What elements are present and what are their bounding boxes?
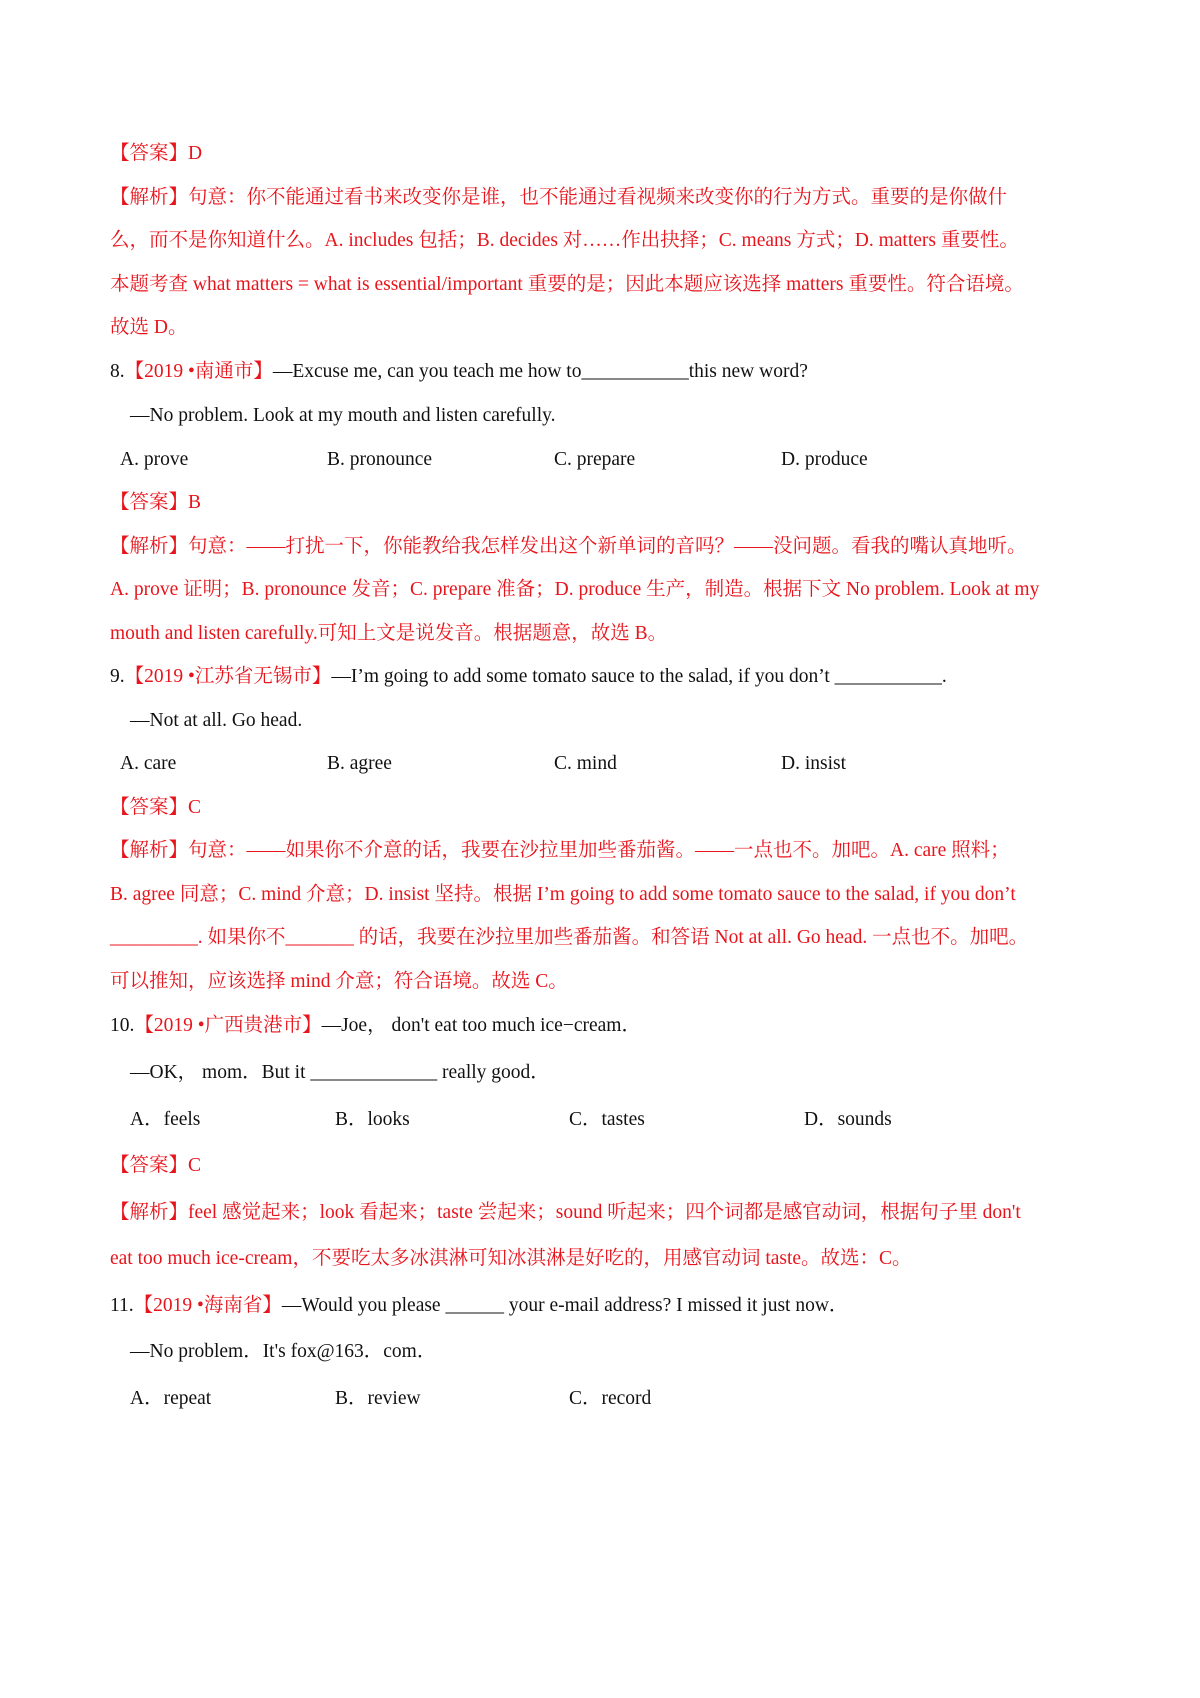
q11-option-b: B．review	[335, 1388, 421, 1409]
q9-analysis-line-3: _________. 如果你不_______ 的话，我要在沙拉里加些番茄酱。和答语 Not at all. Go head. 一点也不。加吧。	[110, 927, 1029, 948]
q10-option-a: A．feels	[130, 1109, 201, 1130]
q9-answer: 【答案】C	[110, 797, 202, 818]
q10-option-d: D．sounds	[804, 1109, 892, 1130]
q9-source: 【2019 •江苏省无锡市】	[124, 666, 332, 687]
q9-option-a: A. care	[120, 753, 177, 774]
q11-option-a: A．repeat	[130, 1388, 212, 1409]
q9-analysis-line-2: B. agree 同意；C. mind 介意；D. insist 坚持。根据 I’m going to add some tomato sauce to the salad, if you don’t	[110, 884, 1016, 905]
q9-analysis-line-4: 可以推知，应该选择 mind 介意；符合语境。故选 C。	[110, 971, 568, 992]
q8-question	[110, 359, 1100, 385]
q9-analysis-line-1: 【解析】句意：——如果你不介意的话，我要在沙拉里加些番茄酱。——一点也不。加吧。A. care 照料；	[110, 840, 1010, 861]
q7-analysis-line-1: 【解析】句意：你不能通过看书来改变你是谁，也不能通过看视频来改变你的行为方式。重要的是你做什	[110, 187, 1008, 208]
q8-option-d: D. produce	[781, 449, 868, 470]
q11-option-c: C．record	[569, 1388, 652, 1409]
q7-answer: 【答案】D	[110, 143, 203, 164]
q11-stem: —Would you please ______ your e-mail address? I missed it just now．	[281, 1295, 849, 1316]
q11-source: 【2019 •海南省】	[133, 1295, 282, 1316]
q9-question	[110, 664, 1100, 690]
q10-answer: 【答案】C	[110, 1155, 202, 1176]
q9-stem: —I’m going to add some tomato sauce to the salad, if you don’t ___________.	[331, 666, 947, 687]
q8-stem: —Excuse me, can you teach me how to___________this new word?	[272, 361, 808, 382]
q8-option-b: B. pronounce	[327, 449, 433, 470]
q8-option-a: A. prove	[120, 449, 189, 470]
q8-source: 【2019 •南通市】	[124, 361, 273, 382]
q10-stem: —Joe， don't eat too much ice−cream．	[321, 1015, 641, 1036]
q10-source: 【2019 •广西贵港市】	[134, 1015, 322, 1036]
q10-question	[110, 1013, 1100, 1039]
q7-analysis-line-4: 故选 D。	[110, 317, 188, 338]
q8-answer: 【答案】B	[110, 492, 202, 513]
q8-option-c: C. prepare	[554, 449, 636, 470]
q7-analysis-line-2: 么，而不是你知道什么。A. includes 包括；B. decides 对……作出抉择；C. means 方式；D. matters 重要性。	[110, 230, 1019, 251]
q8-analysis-line-3: mouth and listen carefully.可知上文是说发音。根据题意，故选 B。	[110, 623, 668, 644]
q10-analysis-line-2: eat too much ice-cream，不要吃太多冰淇淋可知冰淇淋是好吃的，用感官动词 taste。故选：C。	[110, 1248, 912, 1269]
q10-analysis-line-1: 【解析】feel 感觉起来；look 看起来；taste 尝起来；sound 听起来；四个词都是感官动词，根据句子里 don't	[110, 1202, 1021, 1223]
q7-analysis-line-3: 本题考查 what matters = what is essential/important 重要的是；因此本题应该选择 matters 重要性。符合语境。	[110, 274, 1024, 295]
q8-analysis-line-1: 【解析】句意：——打扰一下，你能教给我怎样发出这个新单词的音吗？——没问题。看我的嘴认真地听。	[110, 536, 1027, 557]
q10-reply: —OK， mom．But it _____________ really good．	[130, 1062, 550, 1083]
q9-option-c: C. mind	[554, 753, 617, 774]
q9-reply: —Not at all. Go head.	[130, 710, 303, 731]
q10-number: 10.	[110, 1015, 135, 1036]
q8-reply: —No problem. Look at my mouth and listen carefully.	[130, 405, 556, 426]
q11-question	[110, 1293, 1100, 1319]
q8-analysis-line-2: A. prove 证明；B. pronounce 发音；C. prepare 准备；D. produce 生产，制造。根据下文 No problem. Look at my	[110, 579, 1040, 600]
q8-number: 8.	[110, 361, 125, 382]
q9-number: 9.	[110, 666, 125, 687]
q11-reply: —No problem．It's fox@163．com．	[130, 1341, 437, 1362]
q9-option-d: D. insist	[781, 753, 847, 774]
q9-option-b: B. agree	[327, 753, 392, 774]
q10-option-b: B．looks	[335, 1109, 410, 1130]
q10-option-c: C．tastes	[569, 1109, 645, 1130]
q11-number: 11.	[110, 1295, 134, 1316]
